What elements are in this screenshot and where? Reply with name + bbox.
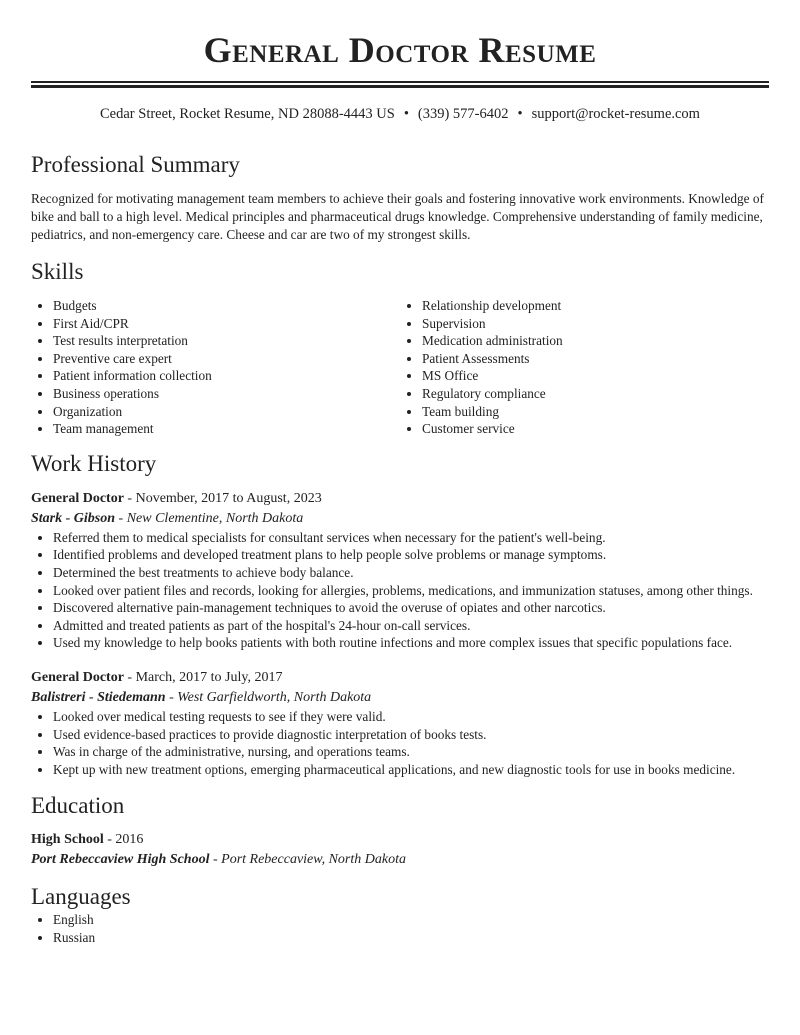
skill-item: • First Aid/CPR xyxy=(53,315,400,333)
skill-item: • Test results interpretation xyxy=(53,332,400,350)
education-location: Port Rebeccaview, North Dakota xyxy=(221,852,406,868)
job-duty: • Identified problems and developed treatment plans to help people solve problems or manage symptoms. xyxy=(53,546,769,564)
skill-item: • Patient information collection xyxy=(53,367,400,385)
resume-title: General Doctor Resume xyxy=(203,30,597,70)
skill-item: • Team management xyxy=(53,420,400,438)
skills-columns xyxy=(31,297,769,438)
job-duties xyxy=(31,529,769,652)
education-school: Port Rebeccaview High School xyxy=(31,852,210,868)
job-role: General Doctor xyxy=(31,669,124,685)
job-header: General Doctor - March, 2017 to July, 2017 xyxy=(31,669,283,685)
job-header: General Doctor - November, 2017 to August, 2023 xyxy=(31,490,322,506)
job-duty: • Used evidence-based practices to provide diagnostic interpretation of books tests. xyxy=(53,726,769,744)
job-duty: • Kept up with new treatment options, emerging pharmaceutical applications, and new diagnostic tools for use in books medicine. xyxy=(53,761,769,779)
job-entry xyxy=(31,489,769,652)
job-company-line: Stark - Gibson - New Clementine, North Dakota xyxy=(31,510,304,526)
skill-item: • Budgets xyxy=(53,297,400,315)
job-duties xyxy=(31,708,769,778)
skills-list-right xyxy=(400,297,769,438)
skill-item: • Customer service xyxy=(422,420,769,438)
title-divider-thick xyxy=(31,85,769,88)
contact-address: Cedar Street, Rocket Resume, ND 28088-4443 US xyxy=(100,106,395,122)
job-dates: March, 2017 to July, 2017 xyxy=(135,669,283,685)
skills-heading: Skills xyxy=(31,259,84,284)
job-duty: • Looked over patient files and records, looking for allergies, problems, medications, and immunization statuses, among other things. xyxy=(53,582,769,600)
contact-separator: • xyxy=(517,106,523,122)
contact-email[interactable]: support@rocket-resume.com xyxy=(531,106,700,122)
job-duty: • Was in charge of the administrative, nursing, and operations teams. xyxy=(53,743,769,761)
job-entry xyxy=(31,668,769,778)
education-degree: High School xyxy=(31,832,104,848)
summary-heading: Professional Summary xyxy=(31,152,240,177)
skill-item: • Relationship development xyxy=(422,297,769,315)
job-duty: • Discovered alternative pain-management techniques to avoid the overuse of opiates and other narcotics. xyxy=(53,599,769,617)
skill-item: • Team building xyxy=(422,403,769,421)
education-degree-line: High School - 2016 xyxy=(31,832,144,848)
job-company: Balistreri - Stiedemann xyxy=(31,689,166,705)
job-duty: • Determined the best treatments to achieve body balance. xyxy=(53,564,769,582)
job-duty: • Used my knowledge to help books patients with both routine infections and more complex issues that specific populations face. xyxy=(53,634,769,652)
language-item: • Russian xyxy=(53,929,769,947)
skill-item: • Preventive care expert xyxy=(53,350,400,368)
job-location: New Clementine, North Dakota xyxy=(126,510,304,526)
education-school-line: Port Rebeccaview High School - Port Rebeccaview, North Dakota xyxy=(31,852,406,868)
job-company-line: Balistreri - Stiedemann - West Garfieldworth, North Dakota xyxy=(31,689,372,705)
education-heading: Education xyxy=(31,793,125,819)
languages-heading: Languages xyxy=(31,884,131,910)
skill-item: • MS Office xyxy=(422,367,769,385)
language-item: • English xyxy=(53,911,769,929)
skill-item: • Medication administration xyxy=(422,332,769,350)
job-duty: • Looked over medical testing requests to see if they were valid. xyxy=(53,708,769,726)
contact-phone: (339) 577-6402 xyxy=(417,106,509,122)
job-duty: • Referred them to medical specialists for consultant services when necessary for the patient's well-being. xyxy=(53,529,769,547)
contact-line xyxy=(31,105,769,123)
education-year: 2016 xyxy=(115,832,144,848)
job-location: West Garfieldworth, North Dakota xyxy=(177,689,372,705)
skill-item: • Organization xyxy=(53,403,400,421)
skill-item: • Business operations xyxy=(53,385,400,403)
languages-list xyxy=(31,911,769,946)
skills-list-left xyxy=(31,297,400,438)
title-divider-thin xyxy=(31,81,769,83)
job-duty: • Admitted and treated patients as part of the hospital's 24-hour on-call services. xyxy=(53,617,769,635)
skill-item: • Patient Assessments xyxy=(422,350,769,368)
job-dates: November, 2017 to August, 2023 xyxy=(135,490,322,506)
job-role: General Doctor xyxy=(31,490,124,506)
skill-item: • Supervision xyxy=(422,315,769,333)
summary-text: Recognized for motivating management team members to achieve their goals and fostering innovative work environments. Knowledge of bike and ball to a high level. Medical principles and pharmaceutical drugs knowledge. Comprehensive understanding of family medicine, pediatrics, and non-emergency care. Cheese and car are two of my strongest skills. xyxy=(31,191,764,242)
job-company: Stark - Gibson xyxy=(31,510,116,526)
work-history-heading: Work History xyxy=(31,450,157,476)
contact-separator: • xyxy=(403,106,409,122)
skill-item: • Regulatory compliance xyxy=(422,385,769,403)
